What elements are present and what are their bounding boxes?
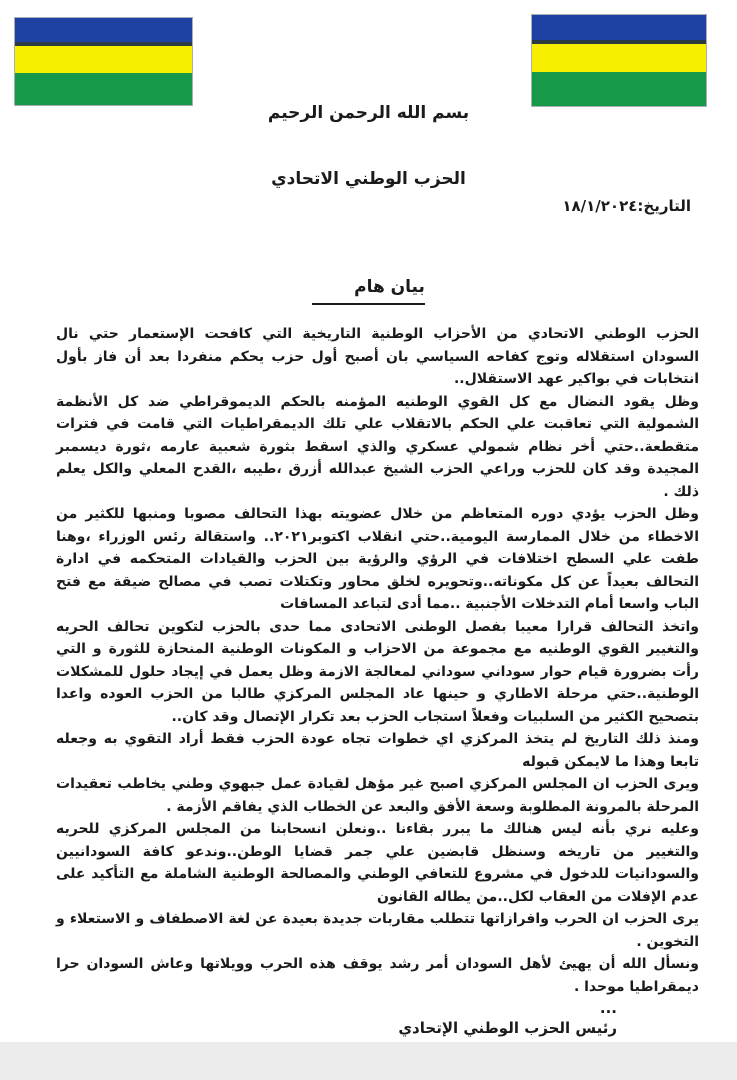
statement-paragraph: الحزب الوطني الاتحادي من الأحزاب الوطنية التاريخية التي كافحت الإستعمار حتي نال السودان استقلاله وتوج كفاحه السياسي بان أصبح أول حزب يحكم منفردا بعد أن فاز بأول انتخابات في بواكير عهد الاستقلال.. — [56, 326, 699, 387]
statement-title-row — [0, 277, 737, 305]
statement-paragraph: يرى الحزب ان الحرب وافرازاتها تتطلب مقاربات جديدة بعيدة عن لغة الاصطفاف و الاستعلاء و التخوين . — [56, 911, 699, 950]
statement-paragraph: وظل يقود النضال مع كل القوي الوطنيه المؤمنه بالحكم الديموقراطي ضد كل الأنظمة الشمولية التي تعاقبت علي الحكم بالاتقلاب علي تلك الديمقراطيات التي قامت في فترات متقطعة..حتي أخر نظام شمولي عسكري والذي اسقط بثورة شعبية عارمه ،ثورة ديسمبر المجيدة وقد كان للحزب وراعي الحزب الشيخ عبدالله أزرق ،طيبه ،القدح المعلي والكل يعلم ذلك . — [56, 393, 699, 500]
statement-paragraph: ومنذ ذلك التاريخ لم يتخذ المركزي اي خطوات تجاه عودة الحزب فقط أراد التقوي به وجعله تابعا وهذا ما لايمكن قبوله — [56, 731, 699, 770]
flag-blue-stripe — [532, 15, 706, 40]
statement-title: بيان هام — [312, 277, 425, 305]
statement-body — [56, 323, 699, 1080]
statement-paragraph: ونسأل الله أن يهيئ لأهل السودان أمر رشد يوقف هذه الحرب وويلاتها وعاش السودان حرا ديمقراطيا موحدا . — [56, 956, 699, 995]
party-flag-left — [14, 17, 193, 106]
flag-green-stripe — [15, 73, 192, 105]
document-date: التاريخ:١٨/١/٢٠٢٤ — [562, 197, 691, 215]
closing-dots: ... — [599, 999, 617, 1017]
statement-paragraph: ويرى الحزب ان المجلس المركزي اصبح غير مؤهل لقيادة عمل جبهوي وطني يخاطب تعقيدات المرحلة بالمرونة المطلوبة وسعة الأفق والبعد عن الخطاب الذي يفاقم الأزمة . — [56, 776, 699, 815]
bismillah-heading: بسم الله الرحمن الرحيم — [267, 103, 470, 123]
flag-green-stripe — [532, 72, 706, 106]
statement-paragraph: وعليه نري بأنه ليس هنالك ما يبرر بقاءنا ..ونعلن انسحابنا من المجلس المركزي للحريه والتغيير من تاريخه وسنظل قابضين علي جمر قضايا الوطن..وندعو كافة السودانيين والسودانيات للدخول في مشروع للتعافي الوطني والمصالحة الوطنية الشاملة مع التأكيد على عدم الإفلات من العقاب لكل..من يطاله القانون — [56, 821, 699, 905]
flag-yellow-stripe — [15, 46, 192, 73]
viewer-background-strip — [0, 1042, 737, 1080]
signatory-title: رئيس الحزب الوطني الإتحادي — [398, 1019, 617, 1037]
party-flag-right — [531, 14, 707, 107]
party-name-heading: الحزب الوطني الاتحادي — [271, 169, 466, 189]
flag-yellow-stripe — [532, 44, 706, 72]
statement-paragraph: وظل الحزب يؤدي دوره المتعاظم من خلال عضويته بهذا التحالف مصوبا ومنبها للكثير من الاخطاء من خلال الممارسة اليومية..حتي انقلاب اكتوبر٢٠٢١.. واستقالة رئس الوزراء ،وهنا طفت علي السطح اختلافات في الرؤي والرؤية بين الحزب والقيادات المتحكمه في ادارة التحالف بعيداً عن كل مكوناته..وتحويره لخلق محاور وتكتلات تصب في مصالح ضيقة مع فتح الباب واسعا أمام التدخلات الأجنبية ..مما أدى لتباعد المسافات — [56, 506, 699, 612]
flag-blue-stripe — [15, 18, 192, 42]
statement-paragraph: واتخذ التحالف قرارا معيبا بفصل الوطنى الاتحادى مما حدى بالحزب لتكوين تحالف الحريه والتغيير القوي الوطنيه مع مجموعة من الاحزاب و المكونات الوطنية المنحازة للثورة و التي رأت بضرورة قيام حوار سوداني سوداني لمعالجة الازمة وظل يعمل في إيجاد حلول للمشكلات الوطنية..حتي مرحلة الاطاري و حينها عاد المجلس المركزي طالبا من الحزب العوده واعدا بتصحيح الكثير من السلبيات وفعلاً استجاب الحزب بعد تكرار الإتصال وقد كان.. — [56, 618, 699, 725]
